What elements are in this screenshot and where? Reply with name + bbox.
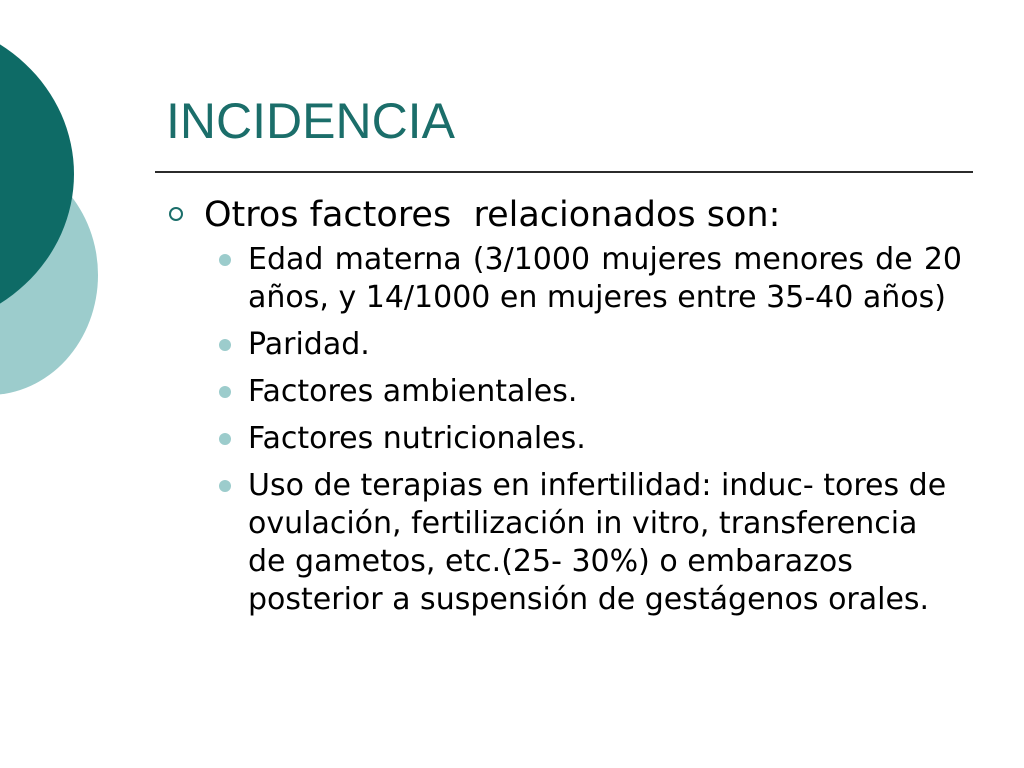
dot-bullet-icon: [219, 254, 231, 266]
dot-bullet-icon: [219, 386, 231, 398]
sub-bullet-item: [166, 420, 962, 458]
sub-bullet-item: [166, 326, 962, 364]
sub-bullet-text: Uso de terapias en infertilidad: induc- tores de ovulación, fertilización in vitro, transferencia de gametos, etc.(25- 30%) o embarazos posterior a suspensión de gestágenos orales.: [248, 468, 947, 617]
title-divider: [155, 171, 973, 173]
slide-content: [166, 193, 966, 628]
main-bullet-text: Otros factores relacionados son:: [204, 195, 781, 235]
sub-bullet-list: [166, 241, 966, 619]
sub-bullet-item: [166, 467, 962, 619]
ring-bullet-icon: [169, 207, 183, 221]
slide-title: INCIDENCIA: [166, 93, 455, 149]
sub-bullet-text: Factores ambientales.: [248, 374, 578, 409]
dot-bullet-icon: [219, 433, 231, 445]
sub-bullet-text: Edad materna (3/1000 mujeres menores de 20 años, y 14/1000 en mujeres entre 35-40 años): [248, 242, 962, 315]
dot-bullet-icon: [219, 480, 231, 492]
dot-bullet-icon: [219, 339, 231, 351]
sub-bullet-text: Paridad.: [248, 327, 370, 362]
main-bullet-item: [166, 193, 966, 237]
sub-bullet-item: [166, 373, 962, 411]
sub-bullet-item: [166, 241, 962, 317]
sub-bullet-text: Factores nutricionales.: [248, 421, 586, 456]
